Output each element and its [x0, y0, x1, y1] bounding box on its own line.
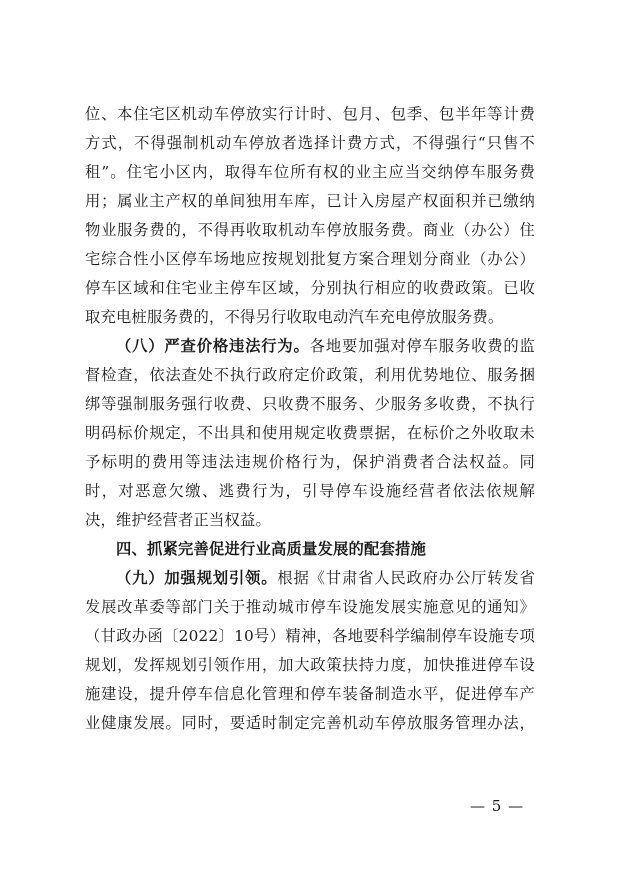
- line-text: 宅综合性小区停车场地应按规划批复方案合理划分商业（办公）: [85, 250, 535, 268]
- text-line: [85, 100, 535, 129]
- text-line: [85, 245, 535, 274]
- line-text: 物业服务费的，不得再收取机动车停放服务费。商业（办公）住: [85, 221, 535, 239]
- line-text: 规划，发挥规划引领作用，加大政策扶持力度，加快推进停车设: [85, 656, 535, 674]
- line-text: 时，对恶意欠缴、逃费行为，引导停车设施经营者依法依规解: [85, 482, 535, 500]
- section-heading-text: 四、抓紧完善促进行业高质量发展的配套措施: [116, 540, 426, 558]
- line-text: 督检查，依法查处不执行政府定价政策，利用优势地位、服务捆: [85, 366, 535, 384]
- text-line: [85, 680, 535, 709]
- subsection-lead: （八）严查价格违法行为。: [116, 337, 310, 355]
- text-line: [85, 390, 535, 419]
- line-text: 租”。住宅小区内，取得车位所有权的业主应当交纳停车服务费: [85, 163, 535, 181]
- page-number: — 5 —: [470, 797, 525, 815]
- text-line: [85, 506, 535, 535]
- body-text: [85, 100, 535, 738]
- line-text: 明码标价规定，不出具和使用规定收费票据，在标价之外收取未: [85, 424, 535, 442]
- text-line: [85, 564, 535, 593]
- line-text: 发展改革委等部门关于推动城市停车设施发展实施意见的通知》: [85, 598, 535, 616]
- line-text: 各地要加强对停车服务收费的监: [309, 337, 535, 355]
- subsection-lead: （九）加强规划引领。: [116, 569, 278, 587]
- section-heading: [85, 535, 535, 564]
- text-line: [85, 274, 535, 303]
- text-line: [85, 158, 535, 187]
- text-line: [85, 332, 535, 361]
- text-line: [85, 709, 535, 738]
- line-text: （甘政办函〔2022〕10号）精神，各地要科学编制停车设施专项: [85, 627, 535, 645]
- line-text: 绑等强制服务强行收费、只收费不服务、少服务多收费，不执行: [85, 395, 535, 413]
- line-text: 决，维护经营者正当权益。: [85, 511, 271, 529]
- text-line: [85, 477, 535, 506]
- line-text: 用；属业主产权的单间独用车库，已计入房屋产权面积并已缴纳: [85, 192, 535, 210]
- line-text: 予标明的费用等违法违规价格行为，保护消费者合法权益。同: [85, 453, 535, 471]
- text-line: [85, 593, 535, 622]
- text-line: [85, 187, 535, 216]
- text-line: [85, 216, 535, 245]
- line-text: 业健康发展。同时，要适时制定完善机动车停放服务管理办法，: [85, 714, 535, 732]
- line-text: 根据《甘肃省人民政府办公厅转发省: [277, 569, 535, 587]
- line-text: 取充电桩服务费的，不得另行收取电动汽车充电停放服务费。: [85, 308, 504, 326]
- line-text: 停车区域和住宅业主停车区域，分别执行相应的收费政策。已收: [85, 279, 535, 297]
- text-line: [85, 303, 535, 332]
- text-line: [85, 448, 535, 477]
- line-text: 位、本住宅区机动车停放实行计时、包月、包季、包半年等计费: [85, 105, 535, 123]
- text-line: [85, 361, 535, 390]
- text-line: [85, 419, 535, 448]
- line-text: 方式，不得强制机动车停放者选择计费方式，不得强行“只售不: [85, 134, 535, 152]
- text-line: [85, 651, 535, 680]
- text-line: [85, 622, 535, 651]
- line-text: 施建设，提升停车信息化管理和停车装备制造水平，促进停车产: [85, 685, 535, 703]
- text-line: [85, 129, 535, 158]
